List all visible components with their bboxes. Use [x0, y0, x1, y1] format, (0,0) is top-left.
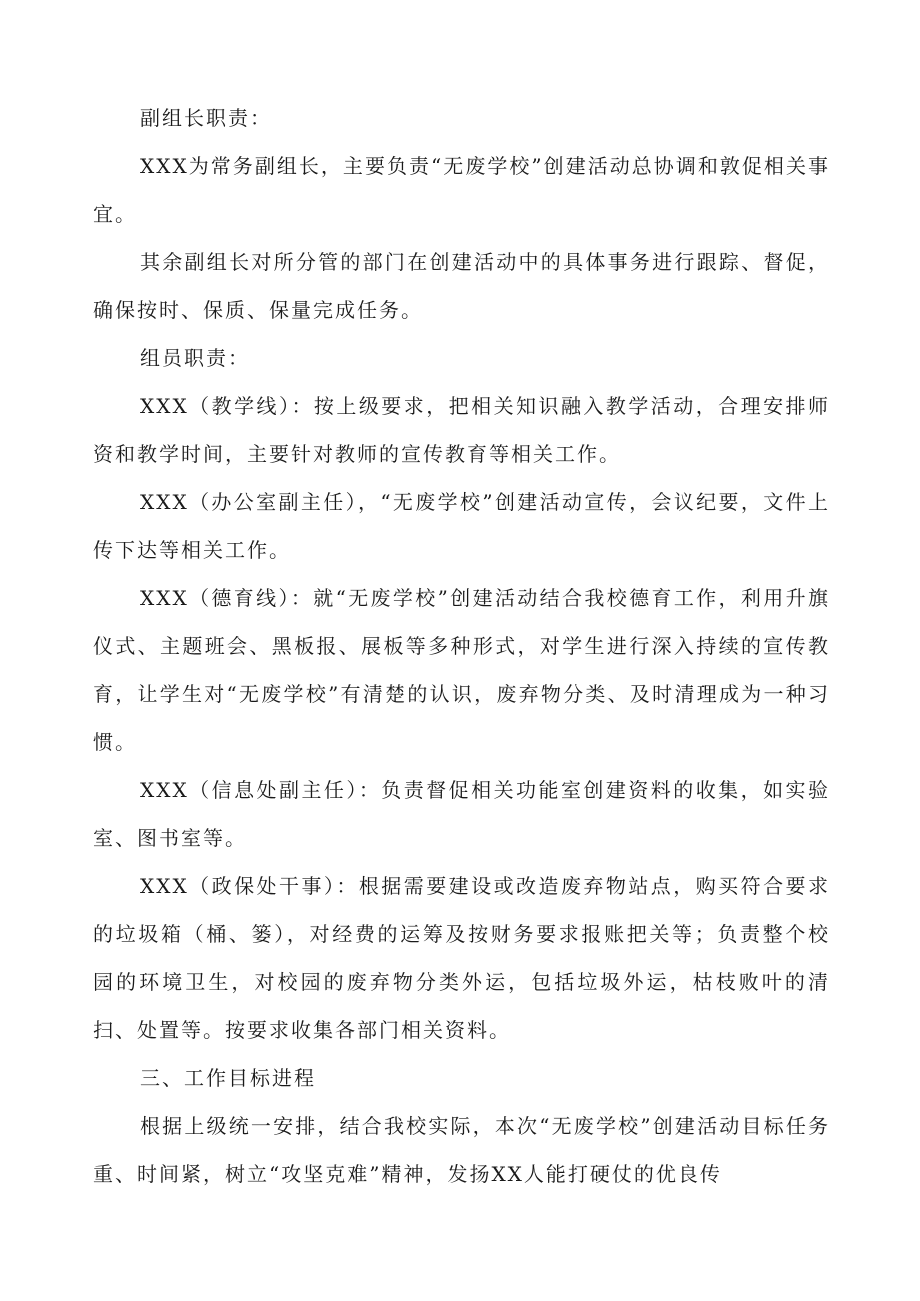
section-heading-goals: 三、工作目标进程	[140, 1066, 316, 1090]
paragraph-executive-deputy: XXX为常务副组长，主要负责“无废学校”创建活动总协调和敦促相关事宜。	[93, 154, 830, 226]
paragraph-goals-intro: 根据上级统一安排，结合我校实际，本次“无废学校”创建活动目标任务重、时间紧，树立“攻坚克难”精神，发扬XX人能打硬仗的优良传	[93, 1114, 830, 1186]
paragraph-teaching-line: XXX（教学线）：按上级要求，把相关知识融入教学活动，合理安排师资和教学时间，主要针对教师的宣传教育等相关工作。	[93, 394, 830, 466]
paragraph-security-office: XXX（政保处干事）：根据需要建设或改造废弃物站点，购买符合要求的垃圾箱（桶、篓），对经费的运筹及按财务要求报账把关等；负责整个校园的环境卫生，对校园的废弃物分类外运，包括垃圾外运，枯枝败叶的清扫、处置等。按要求收集各部门相关资料。	[93, 874, 830, 1042]
paragraph-office-deputy: XXX（办公室副主任），“无废学校”创建活动宣传，会议纪要，文件上传下达等相关工作。	[93, 490, 830, 562]
heading-member-duties: 组员职责：	[140, 346, 250, 370]
paragraph-other-deputies: 其余副组长对所分管的部门在创建活动中的具体事务进行跟踪、督促，确保按时、保质、保量完成任务。	[93, 250, 830, 322]
paragraph-moral-education: XXX（德育线）：就“无废学校”创建活动结合我校德育工作，利用升旗仪式、主题班会、黑板报、展板等多种形式，对学生进行深入持续的宣传教育，让学生对“无废学校”有清楚的认识，废弃物分类、及时清理成为一种习惯。	[93, 586, 830, 754]
heading-deputy-leader-duties: 副组长职责：	[140, 106, 272, 130]
paragraph-information-office: XXX（信息处副主任）：负责督促相关功能室创建资料的收集，如实验室、图书室等。	[93, 778, 830, 850]
